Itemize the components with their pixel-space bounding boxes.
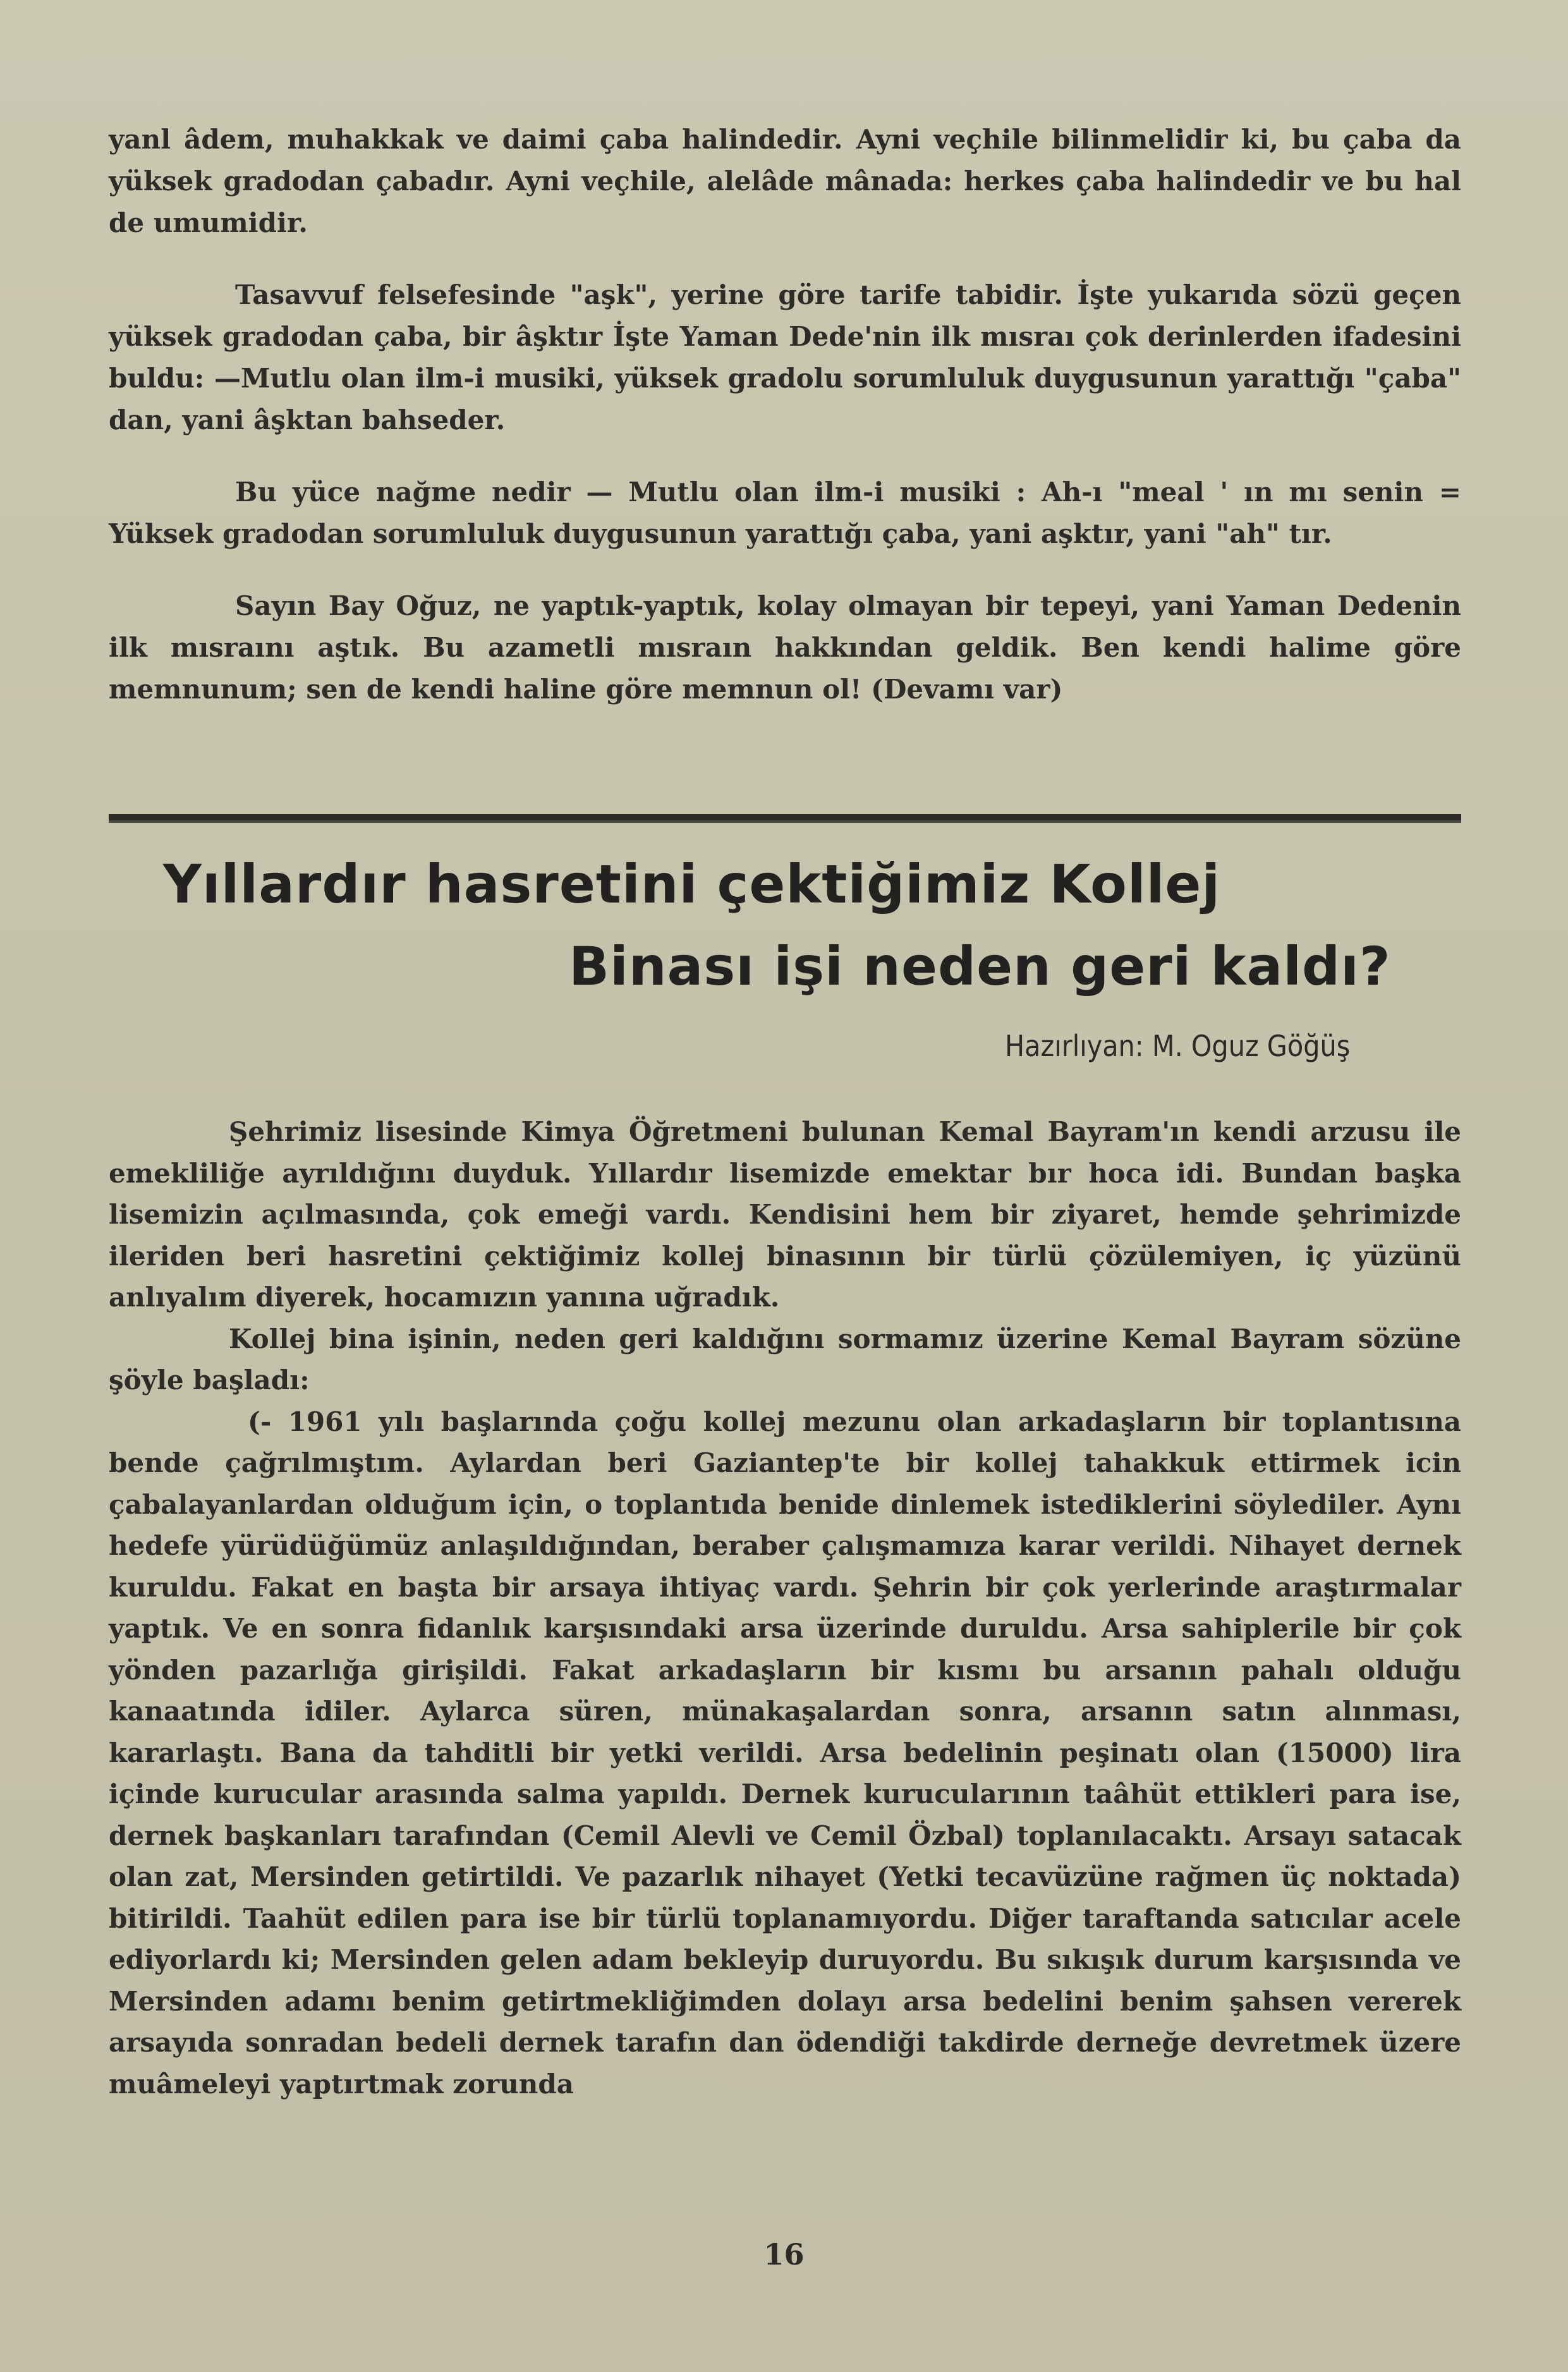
section-divider — [109, 814, 1461, 820]
article-title-line-2: Binası işi neden geri kaldı? — [569, 935, 1391, 997]
article-title-line-1: Yıllardır hasretini çektiğimiz Kollej — [163, 853, 1221, 915]
page-number: 16 — [763, 2237, 805, 2272]
paragraph: Kollej bina işinin, neden geri kaldığını sormamız üzerine Kemal Bayram sözüne şöyle başladı: — [109, 1323, 1461, 1396]
paragraph: Bu yüce nağme nedir — Mutlu olan ilm-i musiki : Ah-ı "meal ' ın mı senin = Yüksek gradodan sorumluluk duygusunun yarattığı çaba, yani aşktır, yani "ah" tır. — [109, 477, 1461, 549]
article-byline: Hazırlıyan: M. Oguz Göğüş — [1005, 1029, 1351, 1063]
paragraph: Tasavvuf felsefesinde "aşk", yerine göre tarife tabidir. İşte yukarıda sözü geçen yüksek gradodan çaba, bir âşktır İşte Yaman Dede'nin ilk mısraı çok derinlerden ifadesini buldu: —Mutlu olan ilm-i musiki, yüksek gradolu sorumluluk duygusunun yarattığı "çaba" dan, yani âşktan bahseder. — [109, 279, 1461, 435]
paragraph: Şehrimiz lisesinde Kimya Öğretmeni bulunan Kemal Bayram'ın kendi arzusu ile emekliliğe ayrıldığını duyduk. Yıllardır lisemizde emektar bır hoca idi. Bundan başka lisemizin açılmasında, çok emeği vardı. Kendisini hem bir ziyaret, hemde şehrimizde ileriden beri hasretini çektiğimiz kollej binasının bir türlü çözülemiyen, iç yüzünü anlıyalım diyerek, hocamızın yanına uğradık. — [109, 1116, 1461, 1313]
paragraph: yanl âdem, muhakkak ve daimi çaba halindedir. Ayni veçhile bilinmelidir ki, bu çaba da yüksek gradodan çabadır. Ayni veçhile, alelâde mânada: herkes çaba halindedir ve bu hal de umumidir. — [109, 124, 1461, 238]
previous-article-continuation — [109, 119, 1461, 710]
paragraph: Sayın Bay Oğuz, ne yaptık-yaptık, kolay olmayan bir tepeyi, yani Yaman Dedenin ilk mısraını aştık. Bu azametli mısraın hakkından geldik. Ben kendi halime göre memnunum; sen de kendi haline göre memnun ol! (Devamı var) — [109, 590, 1461, 705]
paragraph: (- 1961 yılı başlarında çoğu kollej mezunu olan arkadaşların bir toplantısına bende çağrılmıştım. Aylardan beri Gaziantep'te bir kollej tahakkuk ettirmek icin çabalayanlardan olduğum için, o toplantıda benide dinlemek istediklerini söylediler. Aynı hedefe yürüdüğümüz anlaşıldığından, beraber çalışmamıza karar verildi. Nihayet dernek kuruldu. Fakat en başta bir arsaya ihtiyaç vardı. Şehrin bir çok yerlerinde araştırmalar yaptık. Ve en sonra fidanlık karşısındaki arsa üzerinde duruldu. Arsa sahiplerile bir çok yönden pazarlığa girişildi. Fakat arkadaşların bir kısmı bu arsanın pahalı olduğu kanaatında idiler. Aylarca süren, münakaşalardan sonra, arsanın satın alınması, kararlaştı. Bana da tahditli bir yetki verildi. Arsa bedelinin peşinatı olan (15000) lira içinde kurucular arasında salma yapıldı. Dernek kurucularının taâhüt ettikleri para ise, dernek başkanları tarafından (Cemil Alevli ve Cemil Özbal) toplanılacaktı. Arsayı satacak olan zat, Mersinden getirtildi. Ve pazarlık nihayet (Yetki tecavüzüne rağmen üç noktada) bitirildi. Taahüt edilen para ise bir türlü toplanamıyordu. Diğer taraftanda satıcılar acele ediyorlardı ki; Mersinden gelen adam bekleyip duruyordu. Bu sıkışık durum karşısında ve Mersinden adamı benim getirtmekliğimden dolayı arsa bedelini benim şahsen vererek arsayıda sonradan bedeli dernek tarafın dan ödendiği takdirde derneğe devretmek üzere muâmeleyi yaptırtmak zorunda — [109, 1406, 1461, 2100]
article-body — [109, 1111, 1461, 2105]
